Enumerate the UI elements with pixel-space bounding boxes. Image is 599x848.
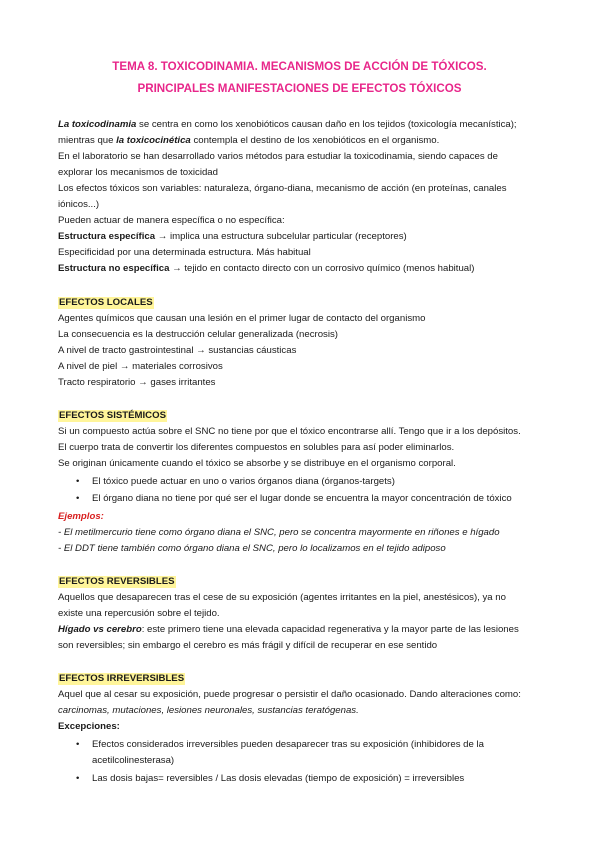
bullet-marker: • (76, 773, 80, 784)
reversibles-line-2: existe una repercusión sobre el tejido. (58, 608, 220, 619)
heading-efectos-locales: EFECTOS LOCALES (59, 297, 153, 308)
reversibles-line-3-text: : este primero tiene una elevada capacidad regenerativa y la mayor parte de las lesiones (141, 624, 519, 635)
heading-efectos-sistemicos: EFECTOS SISTÉMICOS (59, 410, 166, 421)
intro-line-8-text: → implica una estructura subcelular particular (receptores) (155, 231, 407, 242)
irreversibles-bullet-2: Las dosis bajas= reversibles / Las dosis elevadas (tiempo de exposición) = irreversibles (92, 773, 465, 784)
intro-line-3: En el laboratorio se han desarrollado varios métodos para estudiar la toxicodinamia, siendo capaces de (58, 151, 498, 162)
bullet-marker: • (76, 476, 80, 487)
bullet-marker: • (76, 739, 80, 750)
reversibles-line-1: Aquellos que desaparecen tras el cese de su exposición (agentes irritantes en la piel, anestésicos), ya no (58, 592, 506, 603)
intro-line-8 (58, 231, 558, 243)
term-toxicodinamia: La toxicodinamia (58, 119, 137, 130)
term-toxicocinetica: la toxicocinética (116, 135, 191, 146)
locales-line-5: Tracto respiratorio → gases irritantes (58, 377, 216, 388)
sistemicos-line-1: Si un compuesto actúa sobre el SNC no tiene por que el tóxico encontrarse allí. Tengo que ir a los depósitos. (58, 426, 521, 437)
intro-line-9: Especificidad por una determinada estructura. Más habitual (58, 247, 311, 258)
locales-line-3: A nivel de tracto gastrointestinal → sustancias cáusticas (58, 345, 297, 356)
irreversibles-bullet-1a: Efectos considerados irreversibles pueden desaparecer tras su exposición (inhibidores de la (92, 739, 484, 750)
irreversibles-line-2: carcinomas, mutaciones, lesiones neuronales, sustancias teratógenas. (58, 705, 359, 716)
term-estructura-no-especifica: Estructura no específica (58, 263, 170, 274)
ejemplos-label: Ejemplos: (58, 511, 104, 522)
reversibles-line-3 (58, 624, 558, 636)
intro-line-7: Pueden actuar de manera específica o no específica: (58, 215, 285, 226)
intro-line-10-text: → tejido en contacto directo con un corrosivo químico (menos habitual) (169, 263, 475, 274)
irreversibles-bullet-1b: acetilcolinesterasa) (92, 755, 175, 766)
intro-line-4: explorar los mecanismos de toxicidad (58, 167, 218, 178)
intro-line-2-text: contempla el destino de los xenobióticos en el organismo. (190, 135, 440, 146)
locales-line-4: A nivel de piel → materiales corrosivos (58, 361, 223, 372)
intro-line-2 (58, 135, 558, 147)
bullet-marker: • (76, 493, 80, 504)
heading-efectos-reversibles: EFECTOS REVERSIBLES (59, 576, 175, 587)
irreversibles-line-1: Aquel que al cesar su exposición, puede progresar o persistir el daño ocasionado. Dando alteraciones como: (58, 689, 521, 700)
locales-line-2: La consecuencia es la destrucción celular generalizada (necrosis) (58, 329, 338, 340)
sistemicos-bullet-2: El órgano diana no tiene por qué ser el lugar donde se encuentra la mayor concentración de tóxico (92, 493, 512, 504)
intro-line-10 (58, 263, 558, 275)
locales-line-1: Agentes químicos que causan una lesión en el primer lugar de contacto del organismo (58, 313, 426, 324)
intro-line-1-text: se centra en como los xenobióticos causan daño en los tejidos (toxicología mecanística); (136, 119, 517, 130)
intro-line-2-pre: mientras que (58, 135, 117, 146)
sistemicos-line-3: Se originan únicamente cuando el tóxico se absorbe y se distribuye en el organismo corporal. (58, 458, 456, 469)
intro-line-5: Los efectos tóxicos son variables: naturaleza, órgano-diana, mecanismo de acción (en proteínas, canales (58, 183, 507, 194)
intro-line-6: iónicos...) (58, 199, 100, 210)
intro-line-1 (58, 119, 558, 131)
heading-efectos-irreversibles: EFECTOS IRREVERSIBLES (59, 673, 185, 684)
term-estructura-especifica: Estructura específica (58, 231, 156, 242)
ejemplo-1: - El metilmercurio tiene como órgano diana el SNC, pero se concentra mayormente en riñones e hígado (58, 527, 500, 538)
page-title-line-1: TEMA 8. TOXICODINAMIA. MECANISMOS DE ACCIÓN DE TÓXICOS. (112, 60, 487, 73)
sistemicos-line-2: El cuerpo trata de convertir los diferentes compuestos en solubles para así poder eliminarlos. (58, 442, 455, 453)
sistemicos-bullet-1: El tóxico puede actuar en uno o varios órganos diana (órganos-targets) (92, 476, 395, 487)
excepciones-label: Excepciones: (58, 721, 120, 732)
term-higado-vs-cerebro: Hígado vs cerebro (58, 624, 142, 635)
reversibles-line-4: son reversibles; sin embargo el cerebro es más frágil y difícil de recuperar en ese sentido (58, 640, 438, 651)
page-title-line-2: PRINCIPALES MANIFESTACIONES DE EFECTOS TÓXICOS (137, 82, 462, 95)
ejemplo-2: - El DDT tiene también como órgano diana el SNC, pero lo localizamos en el tejido adiposo (58, 543, 446, 554)
